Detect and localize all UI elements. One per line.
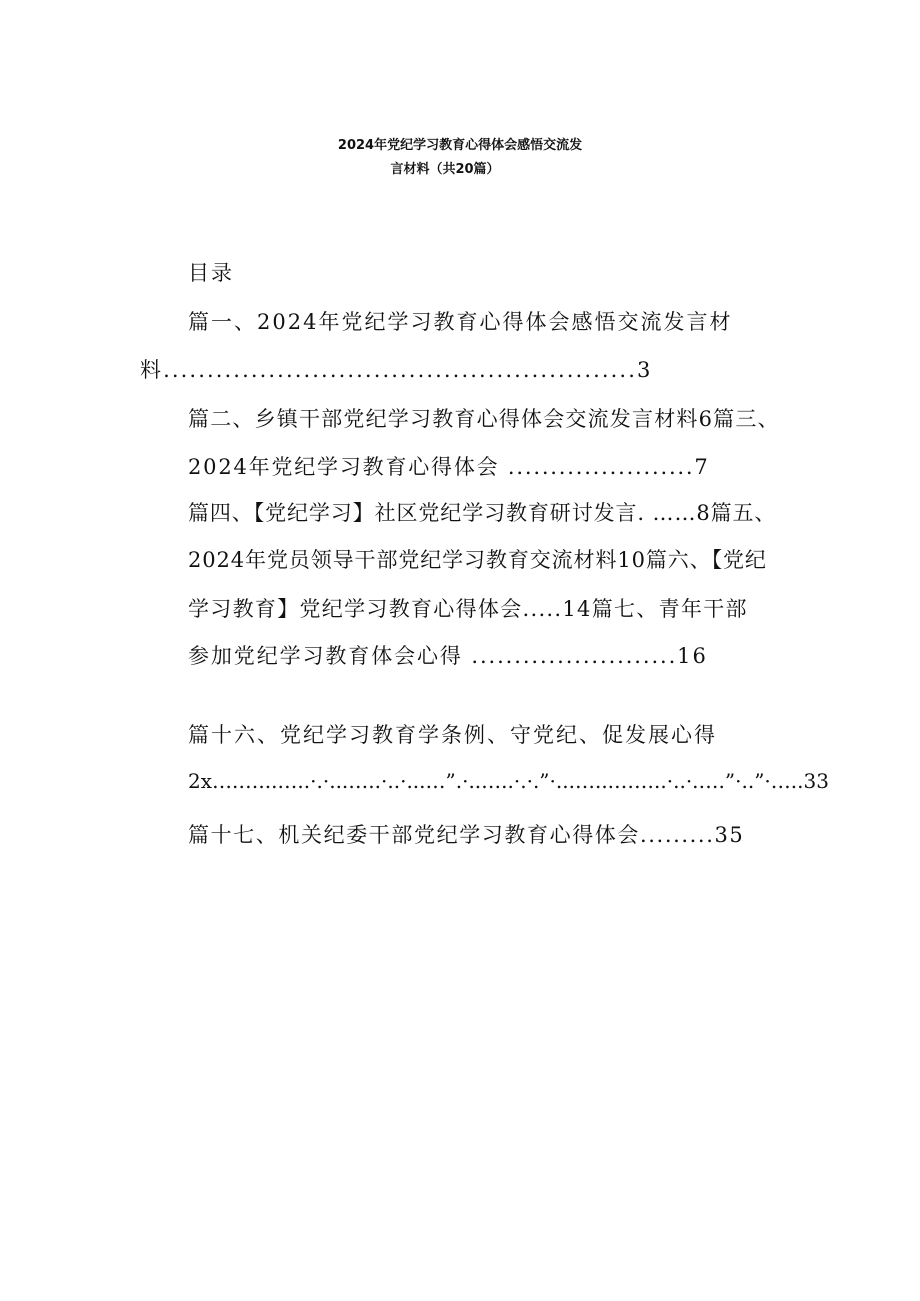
toc-entry-line: 2x….…...…..·.·...…..·..·...…”.·..…..·.·.”·...…...……..·..·.….”·..”·…..33	[188, 769, 829, 793]
toc-entry-line: 参加党纪学习教育体会心得 ........................16	[188, 644, 708, 668]
toc-entry-line: 篇十七、机关纪委干部党纪学习教育心得体会.........35	[188, 823, 745, 847]
toc-entry-line: 2024年党纪学习教育心得体会 ......................7	[188, 455, 710, 479]
toc-entry-line: 2024年党员领导干部党纪学习教育交流材料10篇六、【党纪	[188, 548, 767, 572]
toc-heading: 目录	[188, 261, 234, 285]
toc-entry-line: 篇十六、党纪学习教育学条例、守党纪、促发展心得	[188, 723, 717, 747]
document-title-line-1: 2024年党纪学习教育心得体会感悟交流发	[337, 138, 583, 153]
toc-entry-line: 料......................................................3	[140, 358, 653, 382]
toc-entry-line: 学习教育】党纪学习教育心得体会.....14篇七、青年干部	[188, 597, 748, 621]
document-title-line-2: 言材料（共20篇）	[390, 162, 500, 177]
toc-entry-line: 篇一、2024年党纪学习教育心得体会感悟交流发言材	[188, 310, 733, 334]
toc-entry-line: 篇四、【党纪学习】社区党纪学习教育研讨发言. ……8篇五、	[188, 501, 777, 525]
toc-entry-line: 篇二、乡镇干部党纪学习教育心得体会交流发言材料6篇三、	[188, 407, 780, 431]
